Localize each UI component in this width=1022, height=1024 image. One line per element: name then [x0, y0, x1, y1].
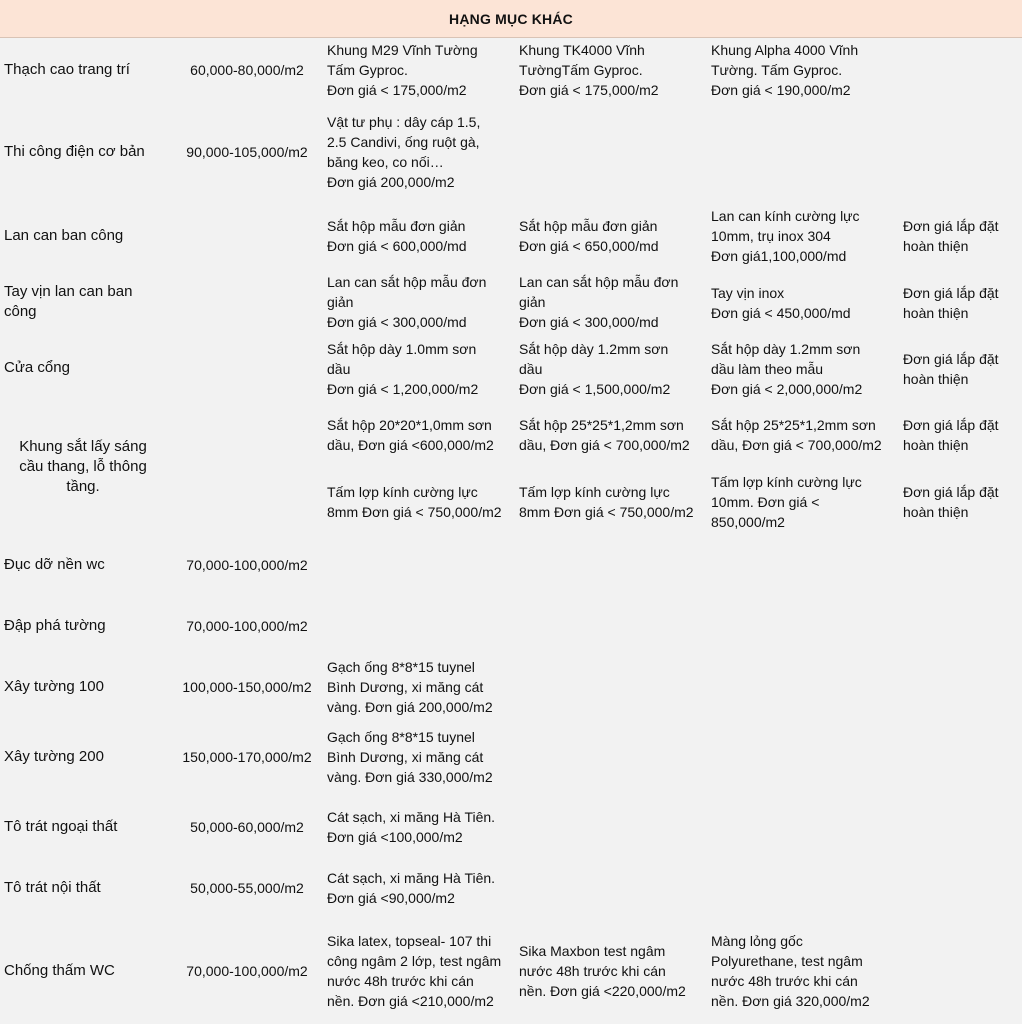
- row-name-thach-cao: Thạch cao trang trí: [4, 61, 130, 78]
- row-name-lan-can: Lan can ban công: [4, 227, 124, 244]
- row-name-to-trat-ngoai: Tô trát ngoại thất: [4, 818, 118, 835]
- option-2-lan-can: Sắt hộp mẫu đơn giản Đơn giá < 650,000/md: [519, 218, 659, 254]
- row-price-to-trat-noi: 50,000-55,000/m2: [190, 880, 304, 896]
- option-1-khung-sat: Sắt hộp 20*20*1,0mm sơn dầu, Đơn giá <600,000/m2: [327, 417, 494, 453]
- row-price-xay-200: 150,000-170,000/m2: [182, 749, 312, 765]
- option-1b-khung-sat: Tấm lợp kính cường lực 8mm Đơn giá < 750,000/m2: [327, 484, 502, 520]
- option-1-xay-200: Gạch ống 8*8*15 tuynel Bình Dương, xi măng cát vàng. Đơn giá 330,000/m2: [327, 729, 493, 785]
- row-name-cua-cong: Cửa cổng: [4, 359, 70, 376]
- row-name-xay-200: Xây tường 200: [4, 748, 104, 765]
- option-2-tay-vin: Lan can sắt hộp mẫu đơn giản Đơn giá < 300,000/md: [519, 274, 679, 330]
- row-price-thach-cao: 60,000-80,000/m2: [190, 62, 304, 78]
- row-name-tay-vin: Tay vịn lan can ban công: [4, 283, 133, 320]
- option-3b-khung-sat: Tấm lợp kính cường lực 10mm. Đơn giá < 850,000/m2: [711, 474, 862, 530]
- option-1-thach-cao: Khung M29 Vĩnh Tường Tấm Gyproc. Đơn giá < 175,000/m2: [327, 42, 478, 98]
- option-4-tay-vin: Đơn giá lắp đặt hoàn thiện: [903, 285, 999, 321]
- option-2b-khung-sat: Tấm lợp kính cường lực 8mm Đơn giá < 750,000/m2: [519, 484, 694, 520]
- option-1-to-trat-ngoai: Cát sạch, xi măng Hà Tiên. Đơn giá <100,000/m2: [327, 809, 496, 845]
- option-1-dien: Vật tư phụ : dây cáp 1.5, 2.5 Candivi, ống ruột gà, băng keo, co nối… Đơn giá 200,000/m2: [327, 114, 481, 190]
- option-3-tay-vin: Tay vịn inox Đơn giá < 450,000/md: [711, 285, 851, 321]
- option-1-lan-can: Sắt hộp mẫu đơn giản Đơn giá < 600,000/md: [327, 218, 467, 254]
- section-title: HẠNG MỤC KHÁC: [449, 10, 573, 27]
- row-name-khung-sat: Khung sắt lấy sáng cầu thang, lỗ thông tầng.: [19, 438, 147, 495]
- row-price-duc-do: 70,000-100,000/m2: [186, 557, 308, 573]
- option-2-cua-cong: Sắt hộp dày 1.2mm sơn dầu Đơn giá < 1,500,000/m2: [519, 341, 671, 397]
- option-2-thach-cao: Khung TK4000 Vĩnh TườngTấm Gyproc. Đơn giá < 175,000/m2: [519, 42, 659, 98]
- row-name-dien: Thi công điện cơ bản: [4, 143, 145, 160]
- option-1-xay-100: Gạch ống 8*8*15 tuynel Bình Dương, xi măng cát vàng. Đơn giá 200,000/m2: [327, 659, 493, 715]
- option-4-lan-can: Đơn giá lắp đặt hoàn thiện: [903, 218, 999, 254]
- row-price-dap-pha: 70,000-100,000/m2: [186, 618, 308, 634]
- row-price-dien: 90,000-105,000/m2: [186, 144, 308, 160]
- row-name-chong-tham: Chống thấm WC: [4, 962, 115, 979]
- option-1-to-trat-noi: Cát sạch, xi măng Hà Tiên. Đơn giá <90,000/m2: [327, 870, 496, 906]
- row-price-xay-100: 100,000-150,000/m2: [182, 679, 312, 695]
- option-1-cua-cong: Sắt hộp dày 1.0mm sơn dầu Đơn giá < 1,200,000/m2: [327, 341, 479, 397]
- option-3-thach-cao: Khung Alpha 4000 Vĩnh Tường. Tấm Gyproc. Đơn giá < 190,000/m2: [711, 42, 859, 98]
- option-4-khung-sat: Đơn giá lắp đặt hoàn thiện: [903, 417, 999, 453]
- option-4b-khung-sat: Đơn giá lắp đặt hoàn thiện: [903, 484, 999, 520]
- option-1-chong-tham: Sika latex, topseal- 107 thi công ngâm 2 lớp, test ngâm nước 48h trước khi cán nền. Đơn giá <210,000/m2: [327, 933, 502, 1009]
- row-name-dap-pha: Đập phá tường: [4, 617, 106, 634]
- option-1-tay-vin: Lan can sắt hộp mẫu đơn giản Đơn giá < 300,000/md: [327, 274, 487, 330]
- option-3-lan-can: Lan can kính cường lực 10mm, trụ inox 304 Đơn giá1,100,000/md: [711, 208, 860, 264]
- option-4-cua-cong: Đơn giá lắp đặt hoàn thiện: [903, 351, 999, 387]
- option-2-chong-tham: Sika Maxbon test ngâm nước 48h trước khi cán nền. Đơn giá <220,000/m2: [519, 943, 686, 999]
- option-2-khung-sat: Sắt hộp 25*25*1,2mm sơn dầu, Đơn giá < 700,000/m2: [519, 417, 690, 453]
- row-name-xay-100: Xây tường 100: [4, 678, 104, 695]
- option-3-chong-tham: Màng lỏng gốc Polyurethane, test ngâm nước 48h trước khi cán nền. Đơn giá 320,000/m2: [711, 933, 870, 1009]
- row-name-to-trat-noi: Tô trát nội thất: [4, 879, 101, 896]
- option-3-khung-sat: Sắt hộp 25*25*1,2mm sơn dầu, Đơn giá < 700,000/m2: [711, 417, 882, 453]
- row-price-chong-tham: 70,000-100,000/m2: [186, 963, 308, 979]
- row-price-to-trat-ngoai: 50,000-60,000/m2: [190, 819, 304, 835]
- row-name-duc-do: Đục dỡ nền wc: [4, 556, 105, 573]
- section-header: [0, 0, 1022, 38]
- option-3-cua-cong: Sắt hộp dày 1.2mm sơn dầu làm theo mẫu Đơn giá < 2,000,000/m2: [711, 341, 863, 397]
